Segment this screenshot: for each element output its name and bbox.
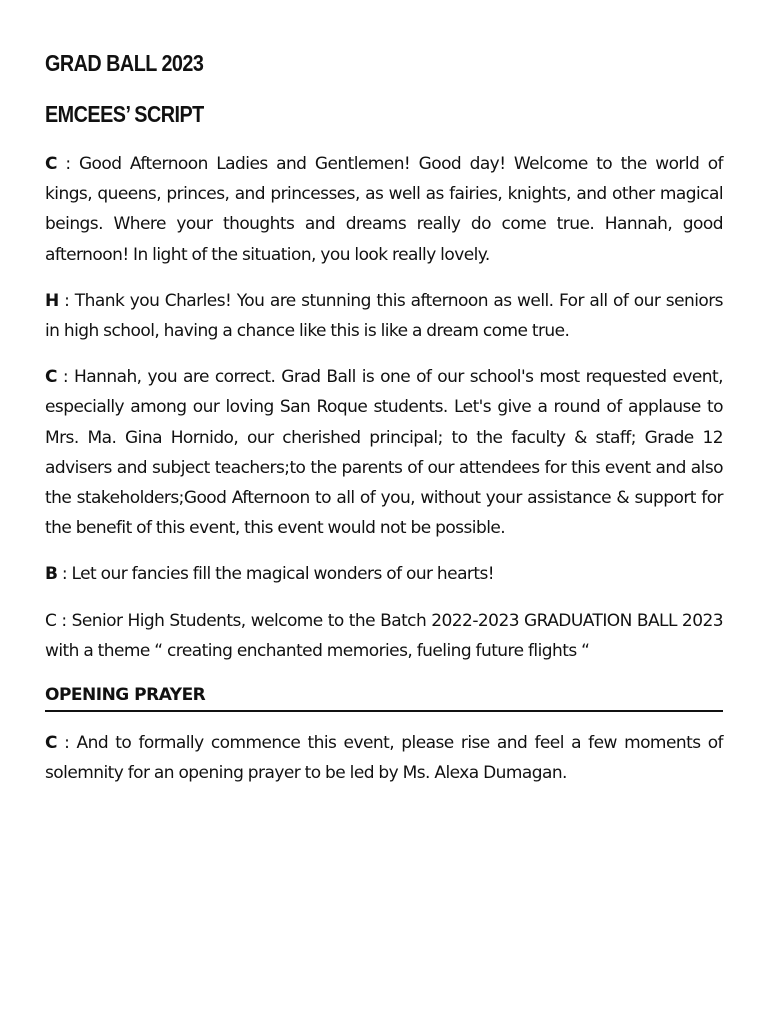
separator: : bbox=[58, 290, 75, 311]
line-text: Thank you Charles! You are stunning this afternoon as well. For all of our seniors in high school, having a chance like this is like a dream come true. bbox=[45, 290, 723, 342]
separator: : bbox=[56, 733, 77, 754]
script-line-4 bbox=[45, 559, 723, 589]
line-text: Let our fancies fill the magical wonders of our hearts! bbox=[71, 564, 495, 585]
line-text: Hannah, you are correct. Grad Ball is one of our school's most requested event, especially among our loving San Roque students. Let's give a round of applause to Mrs. Ma. Gina Hornido, our cherished principal; to the faculty & staff; Grade 12 advisers and subject teachers;to the parents of our attendees for this event and also the stakeholders;Good Afternoon to all of you, without your assistance & support for the benefit of this event, this event would not be possible. bbox=[45, 367, 723, 539]
speaker-label: H bbox=[45, 290, 59, 311]
speaker-label: C bbox=[45, 733, 57, 754]
speaker-label: B bbox=[45, 564, 58, 585]
script-page bbox=[45, 48, 723, 804]
document-subtitle: EMCEES’ SCRIPT bbox=[45, 101, 204, 127]
document-title: GRAD BALL 2023 bbox=[45, 50, 204, 76]
separator: : bbox=[56, 367, 75, 388]
script-line-2 bbox=[45, 286, 723, 346]
script-line-1 bbox=[45, 149, 723, 270]
script-line-3 bbox=[45, 362, 723, 543]
separator: : bbox=[56, 154, 79, 174]
speaker-label: C bbox=[45, 367, 57, 388]
line-text: And to formally commence this event, please rise and feel a few moments of solemnity for an opening prayer to be led by Ms. Alexa Dumagan. bbox=[45, 733, 723, 784]
line-text: Good Afternoon Ladies and Gentlemen! Good day! Welcome to the world of kings, queens, princes, and princesses, as well as fairies, knights, and other magical beings. Where your thoughts and dreams really do come true. Hannah, good afternoon! In light of the situation, you look really lovely. bbox=[45, 154, 723, 265]
script-line-6 bbox=[45, 728, 723, 788]
section-heading-opening-prayer: OPENING PRAYER bbox=[45, 682, 723, 712]
script-line-5: C : Senior High Students, welcome to the Batch 2022-2023 GRADUATION BALL 2023 with a theme “ creating enchanted memories, fueling future flights “ bbox=[45, 610, 723, 661]
separator: : bbox=[57, 564, 72, 585]
speaker-label: C bbox=[45, 154, 57, 174]
